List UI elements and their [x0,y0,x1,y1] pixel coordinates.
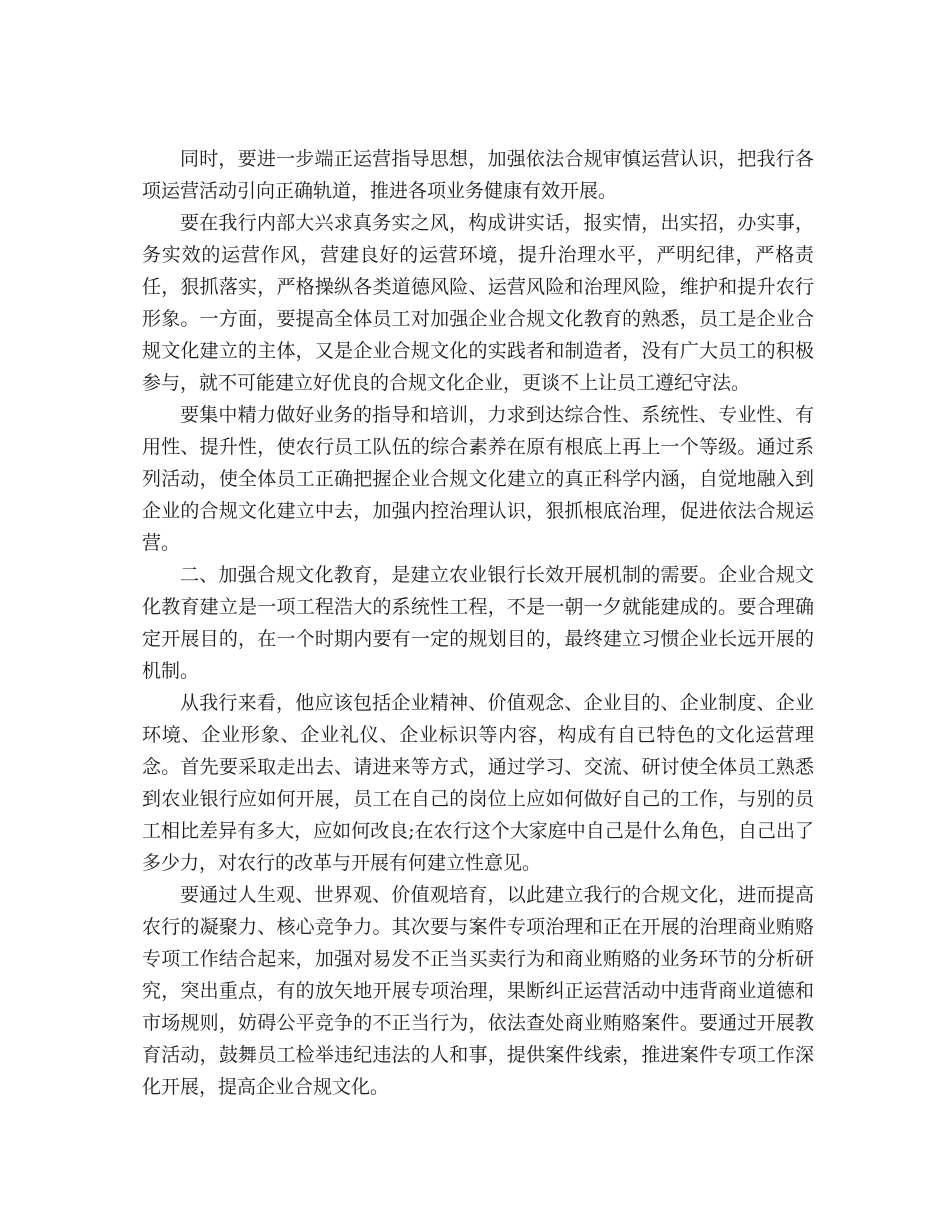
paragraph: 要通过人生观、世界观、价值观培育，以此建立我行的合规文化，进而提高农行的凝聚力、核心竞争力。其次要与案件专项治理和正在开展的治理商业贿赂专项工作结合起来，加强对易发不正当买卖行为和商业贿赂的业务环节的分析研究，突出重点，有的放矢地开展专项治理，果断纠正运营活动中违背商业道德和市场规则，妨碍公平竞争的不正当行为，依法查处商业贿赂案件。要通过开展教育活动，鼓舞员工检举违纪违法的人和事，提供案件线索，推进案件专项工作深化开展，提高企业合规文化。 [142,884,814,1098]
paragraph: 同时，要进一步端正运营指导思想，加强依法合规审慎运营认识，把我行各项运营活动引向正确轨道，推进各项业务健康有效开展。 [142,148,814,202]
paragraph: 要在我行内部大兴求真务实之风，构成讲实话，报实情，出实招，办实事，务实效的运营作风，营建良好的运营环境，提升治理水平，严明纪律，严格责任，狠抓落实，严格操纵各类道德风险、运营风险和治理风险，维护和提升农行形象。一方面，要提高全体员工对加强企业合规文化教育的熟悉，员工是企业合规文化建立的主体，又是企业合规文化的实践者和制造者，没有广大员工的积极参与，就不可能建立好优良的合规文化企业，更谈不上让员工遵纪守法。 [142,212,814,394]
paragraph: 从我行来看，他应该包括企业精神、价值观念、企业目的、企业制度、企业环境、企业形象、企业礼仪、企业标识等内容，构成有自已特色的文化运营理念。首先要采取走出去、请进来等方式，通过学习、交流、研讨使全体员工熟悉到农业银行应如何开展，员工在自己的岗位上应如何做好自己的工作，与别的员工相比差异有多大，应如何改良;在农行这个大家庭中自己是什么角色，自己出了多少力，对农行的改革与开展有何建立性意见。 [142,692,814,874]
document-body [142,143,814,1103]
paragraph: 要集中精力做好业务的指导和培训，力求到达综合性、系统性、专业性、有用性、提升性，使农行员工队伍的综合素养在原有根底上再上一个等级。通过系列活动，使全体员工正确把握企业合规文化建立的真正科学内涵，自觉地融入到企业的合规文化建立中去，加强内控治理认识，狠抓根底治理，促进依法合规运营。 [142,404,814,554]
paragraph: 二、加强合规文化教育，是建立农业银行长效开展机制的需要。企业合规文化教育建立是一项工程浩大的系统性工程，不是一朝一夕就能建成的。要合理确定开展目的，在一个时期内要有一定的规划目的，最终建立习惯企业长远开展的机制。 [142,564,814,682]
